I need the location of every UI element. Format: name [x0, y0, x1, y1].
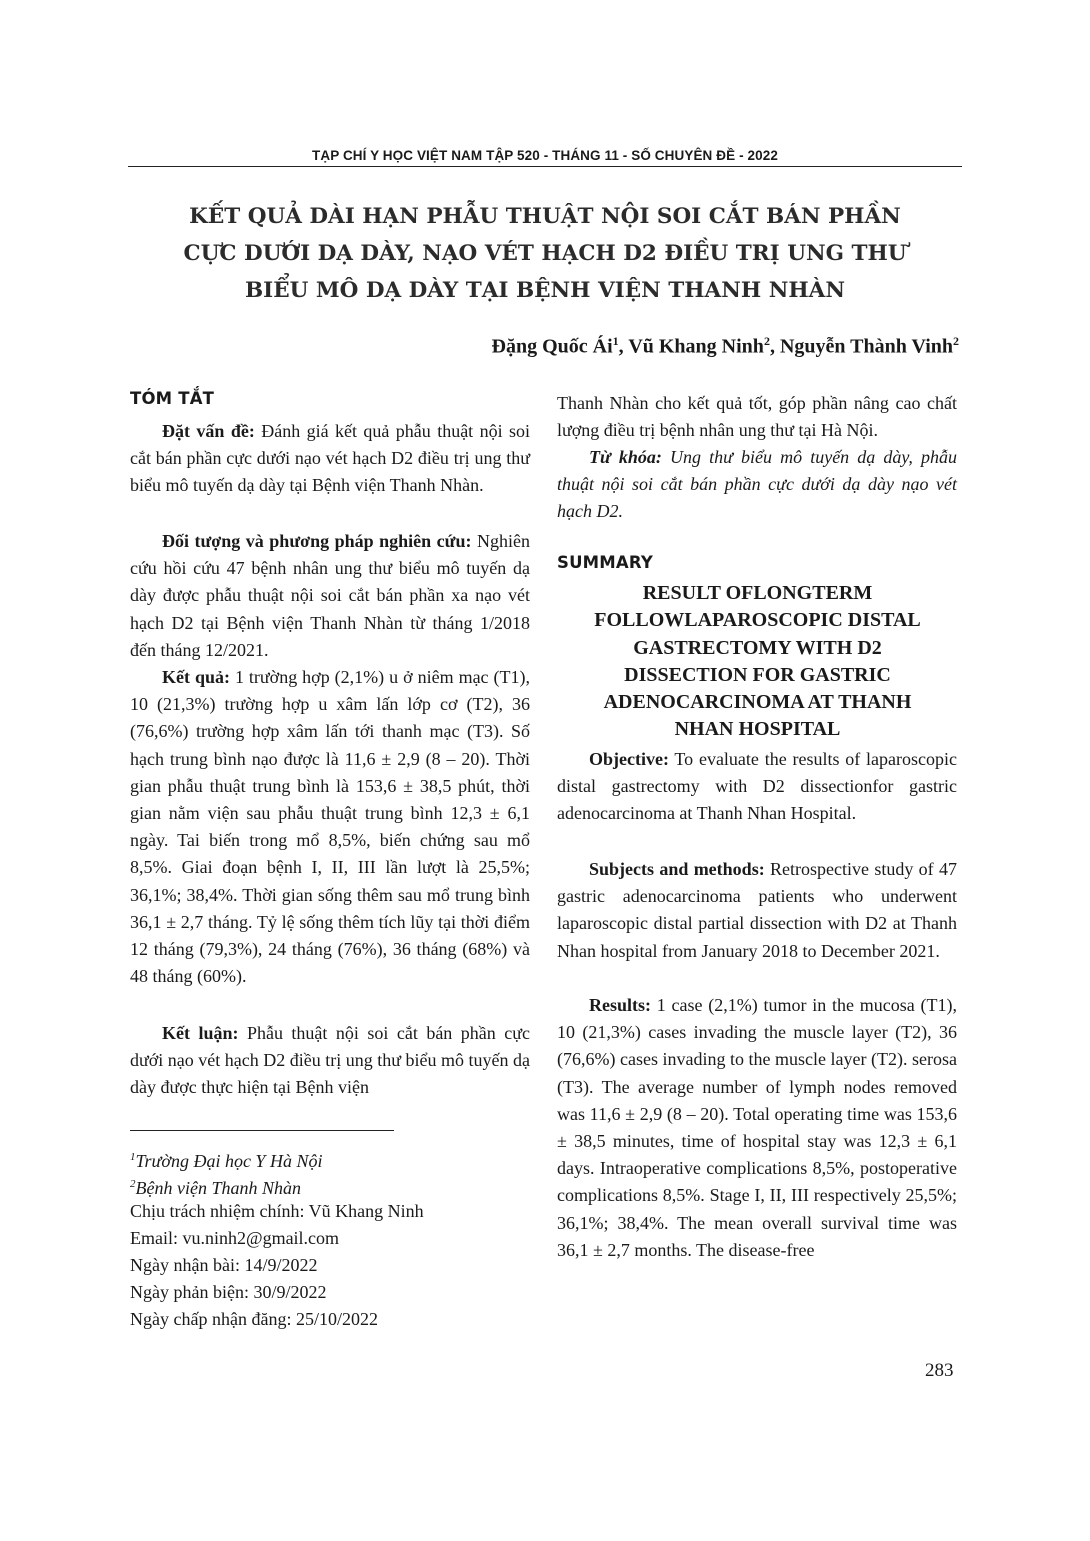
- abstract-vi-methods: [130, 528, 530, 664]
- header-rule: [128, 166, 962, 167]
- keywords-text: Ung thư biểu mô tuyến dạ dày, phẫu thuật nội soi cắt bán phần cực dưới dạ dày nạo vét hạch D2.: [557, 447, 957, 522]
- background-text: Đánh giá kết quả phẫu thuật nội soi cắt bán phần cực dưới nạo vét hạch D2 điều trị ung thư biểu mô tuyến dạ dày tại Bệnh viện Thanh Nhàn.: [130, 421, 530, 496]
- author-affiliation: 2: [763, 334, 770, 348]
- results-label: Kết quả:: [162, 667, 230, 687]
- title-line-3: BIỂU MÔ DẠ DÀY TẠI BỆNH VIỆN THANH NHÀN: [244, 278, 845, 303]
- author-affiliation: 1: [612, 334, 619, 348]
- abstract-vi-conclusion: [130, 1020, 530, 1102]
- author-affiliation: 2: [953, 334, 959, 348]
- footnote-rule: [130, 1130, 394, 1131]
- methods-text: Nghiên cứu hồi cứu 47 bệnh nhân ung thư biểu mô tuyến dạ dày được phẫu thuật nội soi cắt bán phần xa nạo vét hạch D2 tại Bệnh viện Thanh Nhàn từ tháng 1/2018 đến tháng 12/2021.: [130, 531, 530, 660]
- methods-label: Đối tượng và phương pháp nghiên cứu:: [162, 531, 472, 551]
- abstract-en-heading: SUMMARY: [557, 553, 654, 572]
- journal-header: TẠP CHÍ Y HỌC VIỆT NAM TẬP 520 - THÁNG 11 - SỐ CHUYÊN ĐỀ - 2022: [312, 148, 778, 163]
- results-en-text: 1 case (2,1%) tumor in the mucosa (T1), 10 (21,3%) cases invading the muscle layer (T2), 36 (76,6%) cases invading to the muscle layer (T2). serosa (T3). The average number of lymph nodes removed was 11,6 ± 2,9 (8 – 20). Total operating time was 153,6 ± 38,5 minutes, time of hospital stay was 12,3 ± 6,1 days. Intraoperative complications 8,5%, postoperative complications 8,5%. Stage I, II, III respectively 25,5%; 36,1%; 38,4%. The mean overall survival time was 36,1 ± 2,7 months. The disease-free: [557, 995, 957, 1260]
- results-en-label: Results:: [589, 995, 651, 1015]
- conclusion-text: Phẫu thuật nội soi cắt bán phần cực dưới nạo vét hạch D2 điều trị ung thư biểu mô tuyến dạ dày được thực hiện tại Bệnh viện: [130, 1023, 530, 1098]
- footnote-reviewed: Ngày phản biện: 30/9/2022: [130, 1282, 327, 1302]
- subjects-methods-text: Retrospective study of 47 gastric adenocarcinoma patients who underwent laparoscopic distal partial dissection with D2 at Thanh Nhan hospital from January 2018 to December 2021.: [557, 859, 958, 961]
- page-number: 283: [925, 1360, 954, 1381]
- title-line-2: CỰC DƯỚI DẠ DÀY, NẠO VÉT HẠCH D2 ĐIỀU TRỊ UNG THƯ: [183, 241, 907, 266]
- abstract-en-objective: [557, 746, 957, 828]
- objective-text: To evaluate the results of laparoscopic distal gastrectomy with D2 dissectionfor gastric adenocarcinoma at Thanh Nhan Hospital.: [557, 749, 957, 824]
- subjects-methods-label: Subjects and methods:: [589, 859, 765, 879]
- title-line-1: KẾT QUẢ DÀI HẠN PHẪU THUẬT NỘI SOI CẮT BÁN PHẦN: [189, 204, 901, 229]
- author-name: Vũ Khang Ninh: [628, 335, 764, 358]
- footnote-responsible: Chịu trách nhiệm chính: Vũ Khang Ninh: [130, 1201, 424, 1221]
- keywords: [557, 444, 957, 526]
- footnote-email: Email: vu.ninh2@gmail.com: [130, 1228, 340, 1248]
- author-list: Đặng Quốc $Ái^1$, Vũ Khang Ninh$^2$, Nguyễn Thành Vinh$^2$: [491, 334, 959, 358]
- abstract-en-methods: [557, 856, 957, 965]
- conclusion-continued: Thanh Nhàn cho kết quả tốt, góp phần nâng cao chất lượng điều trị bệnh nhân ung thư tại Hà Nội.: [557, 393, 957, 441]
- objective-label: Objective:: [589, 749, 669, 769]
- keywords-label: Từ khóa:: [589, 447, 662, 467]
- author-name: Đặng Quốc Ái: [491, 335, 613, 358]
- footnote-affiliation-2: $^2$Bệnh viện Thanh Nhàn: [130, 1178, 301, 1198]
- abstract-vi-results: [130, 664, 530, 990]
- results-text: 1 trường hợp (2,1%) u ở niêm mạc (T1), 10 (21,3%) trường hợp u xâm lấn lớp cơ (T2), 36 (76,6%) trường hợp xâm lấn tới thanh mạc (T3). Số hạch trung bình nạo được là 11,6 ± 2,9 (8 – 20). Thời gian phẫu thuật trung bình là 153,6 ± 38,5 phút, thời gian nằm viện sau phẫu thuật trung bình 12,3 ± 6,1 ngày. Tai biến trong mổ 8,5%, biến chứng sau mổ 8,5%. Giai đoạn bệnh I, II, III lần lượt là 25,5%; 36,1%; 38,4%. Thời gian sống thêm sau mổ trung bình 36,1 ± 2,7 tháng. Tỷ lệ sống thêm tích lũy tại thời điểm 12 tháng (79,3%), 24 tháng (76%), 36 tháng (68%) và 48 tháng (60%).: [130, 667, 531, 987]
- abstract-vi-heading: TÓM TẮT: [130, 389, 215, 408]
- article-title: [128, 198, 962, 309]
- footnote-affiliation-1: $^1$Trường Đại học Y Hà Nội: [130, 1151, 323, 1171]
- footnote-received: Ngày nhận bài: 14/9/2022: [130, 1255, 318, 1275]
- background-label: Đặt vấn đề:: [162, 421, 255, 441]
- footnote-accepted: Ngày chấp nhận đăng: 25/10/2022: [130, 1309, 378, 1329]
- abstract-en-results: [557, 992, 957, 1264]
- english-title: RESULT OFLONGTERM FOLLOWLAPAROSCOPIC DISTAL GASTRECTOMY WITH D2 DISSECTION FOR GASTRIC ADENOCARCINOMA AT THANH NHAN HOSPITAL: [594, 582, 921, 741]
- conclusion-label: Kết luận:: [162, 1023, 239, 1043]
- author-name: Nguyễn Thành Vinh: [779, 335, 953, 358]
- abstract-vi-background: [130, 418, 530, 500]
